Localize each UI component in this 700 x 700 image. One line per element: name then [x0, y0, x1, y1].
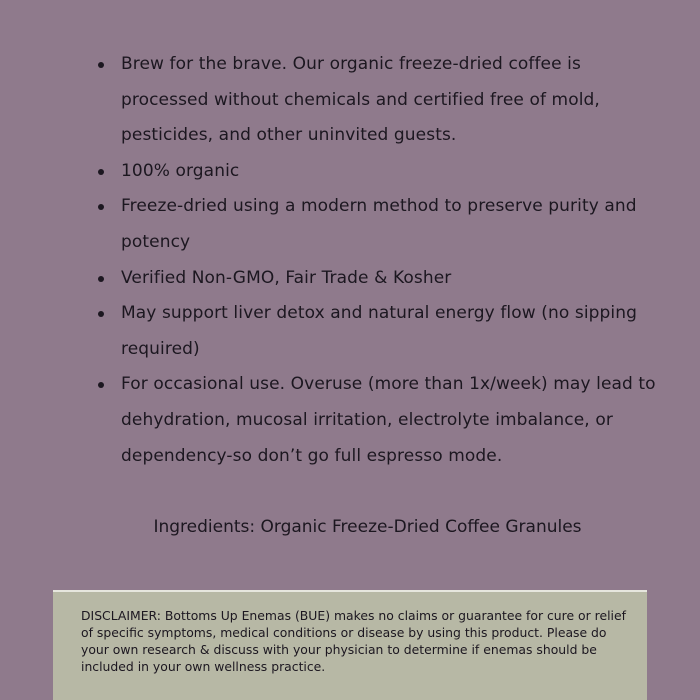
list-item [96, 296, 656, 367]
disclaimer-box [53, 590, 647, 700]
bullet-icon [98, 204, 104, 210]
bullet-icon [98, 169, 104, 175]
list-item-text: Freeze-dried using a modern method to preserve purity and potency [121, 196, 637, 252]
list-item [96, 261, 656, 297]
list-item [96, 154, 656, 190]
feature-list [96, 47, 656, 474]
bullet-icon [98, 382, 104, 388]
bullet-icon [98, 62, 104, 68]
bullet-icon [98, 276, 104, 282]
list-item [96, 47, 656, 154]
list-item-text: May support liver detox and natural energy flow (no sipping required) [121, 303, 638, 359]
disclaimer-text: DISCLAIMER: Bottoms Up Enemas (BUE) makes no claims or guarantee for cure or relief of specific symptoms, medical conditions or disease by using this product. Please do your own research & discuss with your physician to determine if enemas should be included in your own wellness practice. [81, 608, 626, 674]
list-item-text: Brew for the brave. Our organic freeze-dried coffee is processed without chemicals and certified free of mold, pesticides, and other uninvited guests. [121, 54, 600, 146]
list-item-text: For occasional use. Overuse (more than 1x/week) may lead to dehydration, mucosal irritation, electrolyte imbalance, or dependency-so don’t go full espresso mode. [121, 374, 656, 466]
list-item [96, 367, 656, 474]
list-item [96, 189, 656, 260]
list-item-text: Verified Non-GMO, Fair Trade & Kosher [121, 267, 452, 288]
bullet-icon [98, 311, 104, 317]
ingredients-line: Ingredients: Organic Freeze-Dried Coffee Granules [153, 517, 582, 537]
list-item-text: 100% organic [121, 160, 240, 181]
